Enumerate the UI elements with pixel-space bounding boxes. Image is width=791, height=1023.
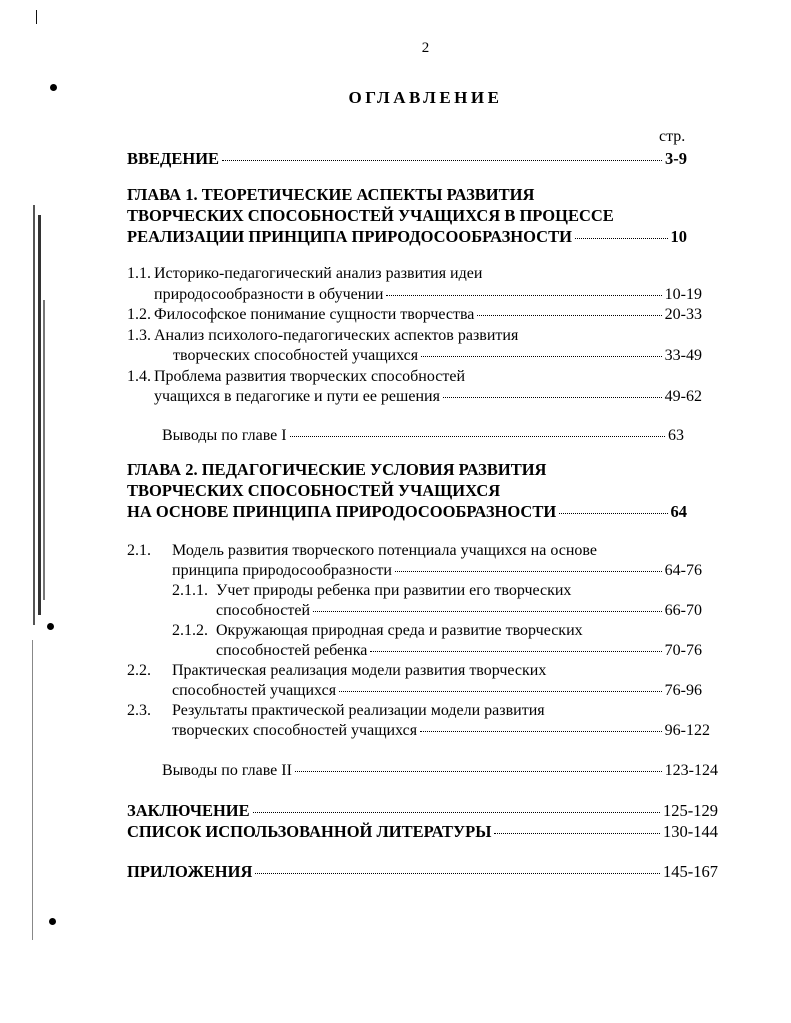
toc-entry-section-2-1-2[interactable]: [216, 642, 702, 660]
toc-entry-chapter2[interactable]: [127, 502, 687, 522]
entry-title: способностей ребенка: [216, 642, 368, 659]
section-number: 2.2.: [127, 662, 151, 679]
entry-pages: 10-19: [664, 286, 702, 303]
entry-title: ЗАКЛЮЧЕНИЕ: [127, 801, 250, 820]
section-title-line: Анализ психолого-педагогических аспектов развития: [154, 327, 519, 344]
entry-pages: 33-49: [664, 347, 702, 364]
page-column-label: стр.: [659, 128, 686, 145]
dot-leader: [313, 611, 662, 612]
entry-title: Выводы по главе II: [162, 762, 292, 779]
entry-pages: 66-70: [664, 602, 702, 619]
entry-pages: 64-76: [664, 562, 702, 579]
entry-pages: 64: [670, 502, 687, 521]
dot-leader: [222, 160, 662, 161]
entry-title: РЕАЛИЗАЦИИ ПРИНЦИПА ПРИРОДОСООБРАЗНОСТИ: [127, 227, 572, 246]
entry-pages: 63: [668, 427, 684, 444]
toc-entry-chapter1-conclusions[interactable]: [162, 427, 684, 445]
dot-leader: [420, 731, 662, 732]
entry-title: творческих способностей учащихся: [172, 722, 418, 739]
section-title-line: Проблема развития творческих способностей: [154, 368, 465, 385]
entry-title: СПИСОК ИСПОЛЬЗОВАННОЙ ЛИТЕРАТУРЫ: [127, 822, 492, 841]
binding-hole-dot: [49, 918, 56, 925]
dot-leader: [255, 873, 660, 874]
toc-entry-section-2-1-1[interactable]: [216, 602, 702, 620]
page-title: ОГЛАВЛЕНИЕ: [348, 88, 503, 107]
section-number: 1.1.: [127, 265, 151, 282]
toc-entry-section-2-1[interactable]: [172, 562, 702, 580]
entry-pages: 76-96: [664, 682, 702, 699]
section-title-line: Практическая реализация модели развития творческих: [172, 662, 547, 679]
dot-leader: [443, 397, 662, 398]
section-number: 1.4.: [127, 368, 151, 385]
entry-pages: 123-124: [664, 762, 718, 779]
entry-title: НА ОСНОВЕ ПРИНЦИПА ПРИРОДОСООБРАЗНОСТИ: [127, 502, 557, 521]
dot-leader: [559, 513, 667, 514]
dot-leader: [575, 238, 668, 239]
entry-title: Выводы по главе I: [162, 427, 287, 444]
toc-entry-references[interactable]: [127, 822, 718, 842]
entry-title: Философское понимание сущности творчества: [154, 306, 475, 323]
section-number: 2.1.2.: [172, 622, 208, 639]
section-number: 2.1.1.: [172, 582, 208, 599]
section-title-line: Историко-педагогический анализ развития идеи: [154, 265, 483, 282]
binding-hole-dot: [47, 623, 54, 630]
toc-entry-chapter2-conclusions[interactable]: [162, 762, 718, 780]
dot-leader: [386, 295, 661, 296]
scan-artifact-edge: [30, 0, 48, 1023]
section-title-line: Результаты практической реализации модели развития: [172, 702, 545, 719]
entry-pages: 130-144: [663, 822, 718, 841]
entry-title: природосообразности в обучении: [154, 286, 384, 303]
chapter2-title-line: ТВОРЧЕСКИХ СПОСОБНОСТЕЙ УЧАЩИХСЯ: [127, 481, 501, 500]
dot-leader: [395, 571, 662, 572]
section-number: 2.3.: [127, 702, 151, 719]
entry-pages: 3-9: [665, 149, 687, 168]
entry-pages: 125-129: [663, 801, 718, 820]
section-title-line: Учет природы ребенка при развитии его творческих: [216, 582, 572, 599]
entry-pages: 145-167: [663, 862, 718, 881]
toc-entry-conclusion[interactable]: [127, 801, 718, 821]
section-number: 1.3.: [127, 327, 151, 344]
toc-entry-chapter1[interactable]: [127, 227, 687, 247]
toc-entry-section-1-2[interactable]: [154, 306, 702, 324]
toc-entry-section-1-3[interactable]: [173, 347, 702, 365]
entry-title: способностей учащихся: [172, 682, 337, 699]
dot-leader: [290, 436, 665, 437]
section-title-line: Модель развития творческого потенциала учащихся на основе: [172, 542, 597, 559]
toc-entry-section-2-3[interactable]: [172, 722, 710, 740]
dot-leader: [253, 812, 660, 813]
dot-leader: [421, 356, 662, 357]
entry-title: ВВЕДЕНИЕ: [127, 149, 220, 168]
toc-entry-section-2-2[interactable]: [172, 682, 702, 700]
toc-entry-appendices[interactable]: [127, 862, 718, 882]
entry-pages: 49-62: [664, 388, 702, 405]
toc-entry-section-1-4[interactable]: [154, 388, 702, 406]
entry-title: способностей: [216, 602, 311, 619]
dot-leader: [339, 691, 662, 692]
section-title-line: Окружающая природная среда и развитие творческих: [216, 622, 583, 639]
entry-title: творческих способностей учащихся: [173, 347, 419, 364]
entry-title: принципа природосообразности: [172, 562, 392, 579]
section-number: 1.2.: [127, 306, 151, 323]
chapter1-title-line: ГЛАВА 1. ТЕОРЕТИЧЕСКИЕ АСПЕКТЫ РАЗВИТИЯ: [127, 185, 535, 204]
chapter1-title-line: ТВОРЧЕСКИХ СПОСОБНОСТЕЙ УЧАЩИХСЯ В ПРОЦЕССЕ: [127, 206, 614, 225]
section-number: 2.1.: [127, 542, 151, 559]
dot-leader: [295, 771, 662, 772]
dot-leader: [494, 833, 660, 834]
entry-title: учащихся в педагогике и пути ее решения: [154, 388, 440, 405]
chapter2-title-line: ГЛАВА 2. ПЕДАГОГИЧЕСКИЕ УСЛОВИЯ РАЗВИТИЯ: [127, 460, 547, 479]
entry-title: ПРИЛОЖЕНИЯ: [127, 862, 253, 881]
entry-pages: 70-76: [664, 642, 702, 659]
toc-entry-section-1-1[interactable]: [154, 286, 702, 304]
page-number: 2: [421, 40, 430, 56]
entry-pages: 10: [670, 227, 687, 246]
entry-pages: 20-33: [664, 306, 702, 323]
entry-pages: 96-122: [664, 722, 710, 739]
dot-leader: [370, 651, 661, 652]
dot-leader: [477, 315, 661, 316]
toc-entry-intro[interactable]: [127, 149, 687, 169]
